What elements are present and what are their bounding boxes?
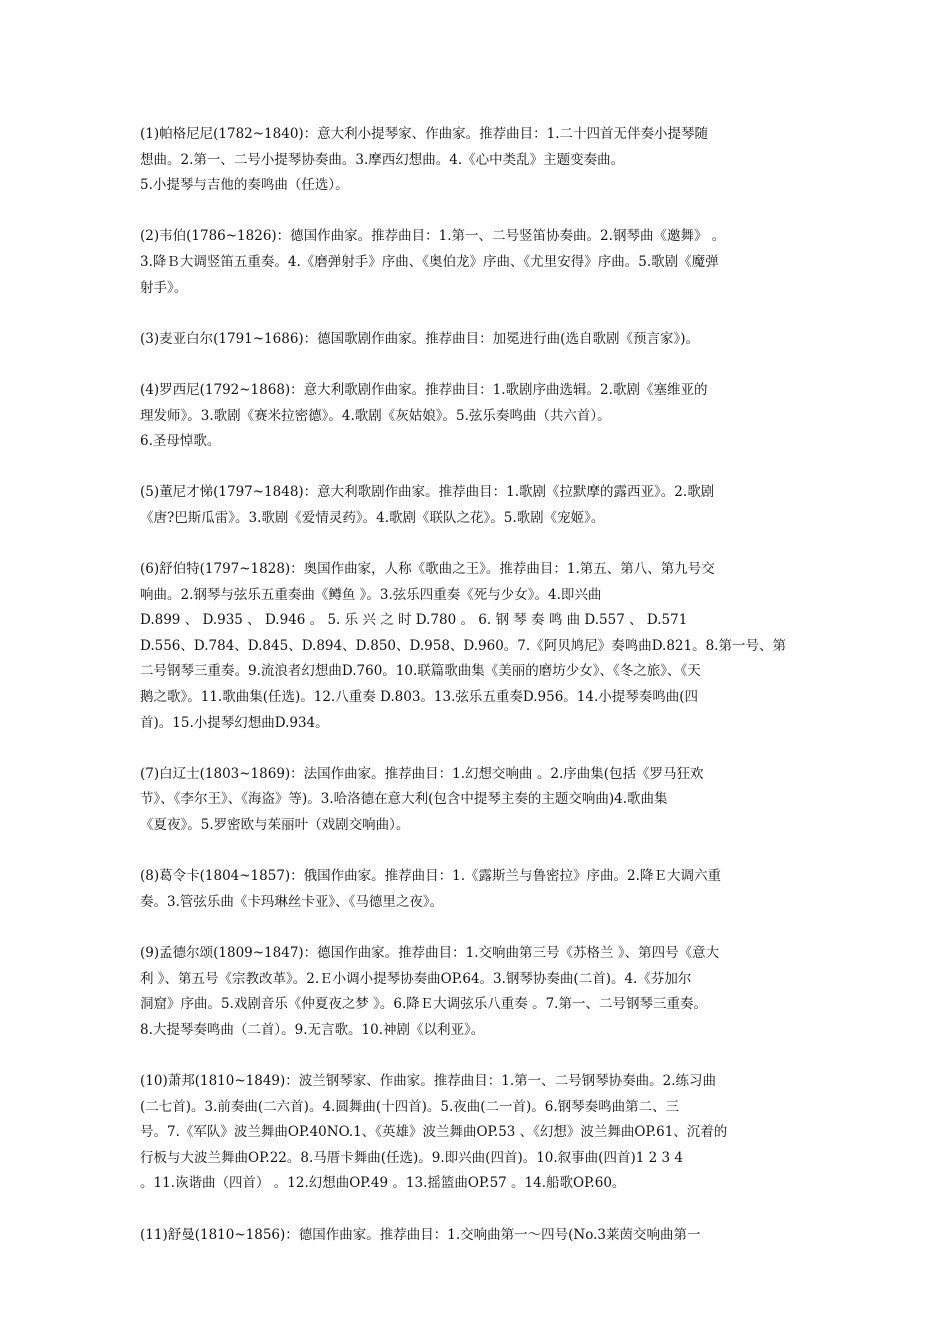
text-line: 《唐?巴斯瓜雷》。3.歌剧《爱情灵药》。4.歌剧《联队之花》。5.歌剧《宠姬》。 xyxy=(140,509,605,526)
text-line: 8.大提琴奏鸣曲（二首）。9.无言歌。10.神剧《以利亚》。 xyxy=(140,1021,485,1038)
text-line: 5.小提琴与吉他的奏鸣曲（任选）。 xyxy=(140,177,349,194)
text-line: 首)。15.小提琴幻想曲D.934。 xyxy=(140,714,329,731)
composer-entry xyxy=(140,762,816,839)
text-line: (9)孟德尔颂(1809~1847)：德国作曲家。推荐曲目：1.交响曲第三号《苏格兰 》、第四号《意大 xyxy=(140,945,720,961)
composer-entry xyxy=(140,941,816,1043)
composer-entry xyxy=(140,864,816,915)
document-body xyxy=(140,122,816,1274)
text-line: 想曲。2.第一、二号小提琴协奏曲。3.摩西幻想曲。4.《心中类乱》主题变奏曲。 xyxy=(140,151,625,168)
text-line: D.899 、 D.935 、 D.946 。 5. 乐 兴 之 时 D.780 。 6. 钢 琴 奏 鸣 曲 D.557 、 D.571 xyxy=(140,612,688,629)
text-line: (3)麦亚白尔(1791~1686)：德国歌剧作曲家。推荐曲目：加冕进行曲(选自歌剧《预言家》)。 xyxy=(140,330,699,347)
text-line: 理发师》。3.歌剧《赛米拉密德》。4.歌剧《灰姑娘》。5.弦乐奏鸣曲（共六首）。 xyxy=(140,407,611,424)
text-line: 6.圣母悼歌。 xyxy=(140,433,221,450)
text-line: (8)葛令卡(1804~1857)：俄国作曲家。推荐曲目：1.《露斯兰与鲁密拉》序曲。2.降Ｅ大调六重 xyxy=(140,868,721,885)
composer-entry xyxy=(140,224,816,301)
text-line: 洞窟》序曲。5.戏剧音乐《仲夏夜之梦 》。6.降Ｅ大调弦乐八重奏 。7.第一、二号钢琴三重奏。 xyxy=(140,996,707,1013)
composer-entry xyxy=(140,480,816,531)
text-line: 。11.诙谐曲（四首） 。12.幻想曲OP.49 。13.摇篮曲OP.57 。14.船歌OP.60。 xyxy=(140,1175,626,1192)
text-line: (10)萧邦(1810~1849)：波兰钢琴家、作曲家。推荐曲目：1.第一、二号钢琴协奏曲。2.练习曲 xyxy=(140,1072,717,1089)
text-line: (二七首)。3.前奏曲(二六首)。4.圆舞曲(十四首)。5.夜曲(二一首)。6.钢琴奏鸣曲第二、三 xyxy=(140,1098,680,1115)
text-line: 射手》。 xyxy=(140,279,188,296)
text-line: 二号钢琴三重奏。9.流浪者幻想曲D.760。10.联篇歌曲集《美丽的磨坊少女》、《冬之旅》、《天 xyxy=(140,663,701,680)
composer-entry xyxy=(140,378,816,455)
text-line: (6)舒伯特(1797~1828)：奥国作曲家，人称《歌曲之王》。推荐曲目：1.第五、第八、第九号交 xyxy=(140,561,715,578)
text-line: D.556、D.784、D.845、D.894、D.850、D.958、D.960。7.《阿贝鸠尼》奏鸣曲D.821。8.第一号、第 xyxy=(140,637,786,654)
text-line: 奏。3.管弦乐曲《卡玛琳丝卡亚》、《马德里之夜》。 xyxy=(140,893,444,910)
text-line: (5)董尼才悌(1797~1848)：意大利歌剧作曲家。推荐曲目：1.歌剧《拉默摩的露西亚》。2.歌剧 xyxy=(140,484,715,501)
text-line: 节》、《李尔王》、《海盗》等)。3.哈洛德在意大利(包含中提琴主奏的主题交响曲)4.歌曲集 xyxy=(140,791,668,808)
text-line: 响曲。2.钢琴与弦乐五重奏曲《鳟鱼 》。3.弦乐四重奏《死与少女》。4.即兴曲 xyxy=(140,586,602,603)
text-line: (7)白辽士(1803~1869)：法国作曲家。推荐曲目：1.幻想交响曲 。2.序曲集(包括《罗马狂欢 xyxy=(140,765,704,782)
text-line: 《夏夜》。5.罗密欧与茱丽叶（戏剧交响曲）。 xyxy=(140,817,410,834)
composer-entry xyxy=(140,1223,816,1249)
text-line: 3.降Ｂ大调竖笛五重奏。4.《磨弹射手》序曲、《奥伯龙》序曲、《尤里安得》序曲。5.歌剧《魔弹 xyxy=(140,253,719,270)
text-line: 行板与大波兰舞曲OP.22。8.马厝卡舞曲(任选)。9.即兴曲(四首)。10.叙事曲(四首)1 2 3 4 xyxy=(140,1149,683,1166)
text-line: (11)舒曼(1810~1856)：德国作曲家。推荐曲目：1.交响曲第一～四号(No.3莱茵交响曲第一 xyxy=(140,1226,701,1243)
composer-entry xyxy=(140,327,816,353)
text-line: (1)帕格尼尼(1782~1840)：意大利小提琴家、作曲家。推荐曲目：1.二十四首无伴奏小提琴随 xyxy=(140,126,709,142)
text-line: (4)罗西尼(1792~1868)：意大利歌剧作曲家。推荐曲目：1.歌剧序曲选辑。2.歌剧《塞维亚的 xyxy=(140,381,708,398)
text-line: 号。7.《军队》波兰舞曲OP.40NO.1、《英雄》波兰舞曲OP.53 、《幻想》波兰舞曲OP.61、沉着的 xyxy=(140,1124,728,1141)
text-line: 鹅之歌》。11.歌曲集(任选)。12.八重奏 D.803。13.弦乐五重奏D.956。14.小提琴奏鸣曲(四 xyxy=(140,689,699,706)
text-line: (2)韦伯(1786~1826)：德国作曲家。推荐曲目：1.第一、二号竖笛协奏曲。2.钢琴曲《邀舞》 。 xyxy=(140,228,726,245)
text-line: 利 》、第五号《宗教改革》。2.Ｅ小调小提琴协奏曲OP.64。3.钢琴协奏曲(二首)。4.《芬加尔 xyxy=(140,970,692,987)
composer-entry xyxy=(140,122,816,199)
composer-entry xyxy=(140,1069,816,1197)
composer-entry xyxy=(140,557,816,736)
